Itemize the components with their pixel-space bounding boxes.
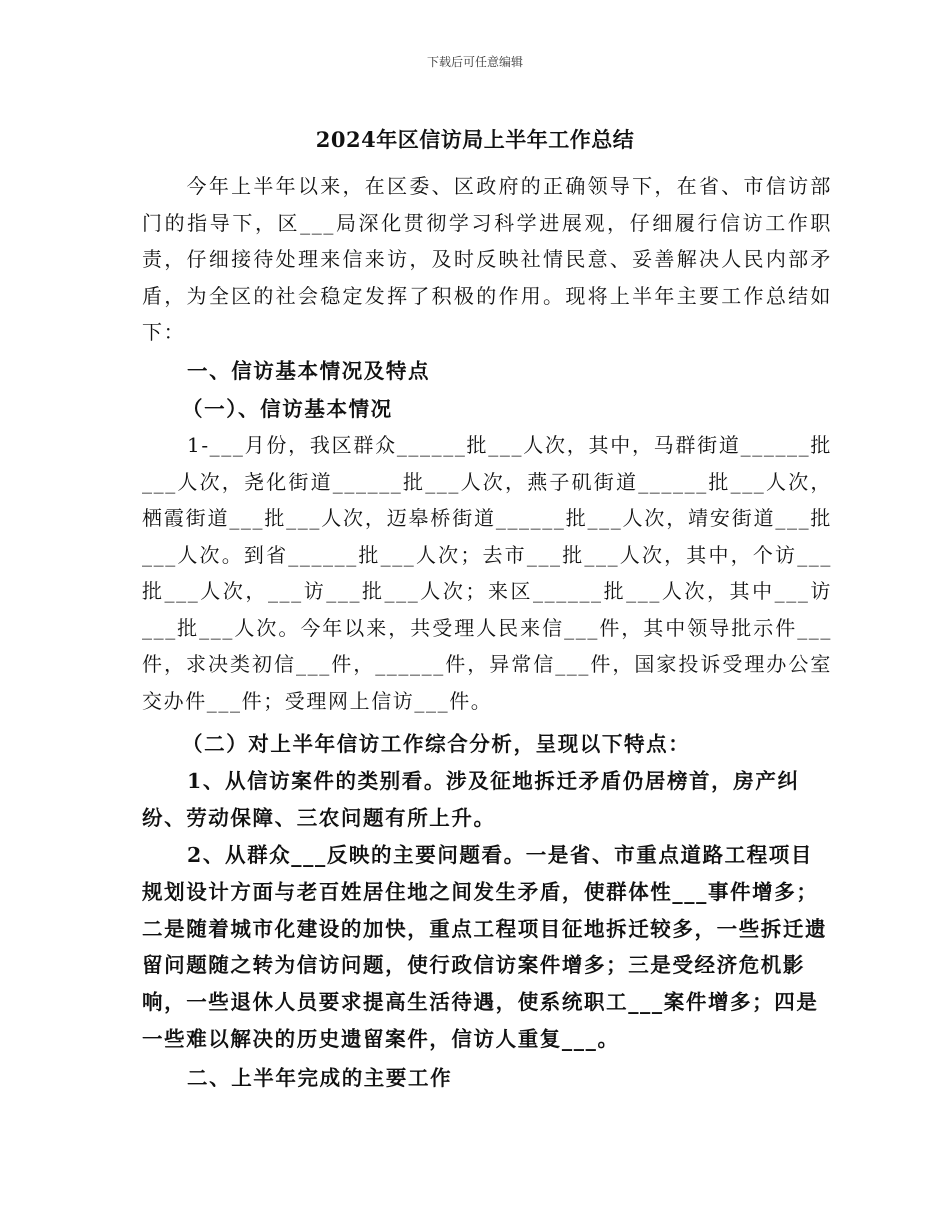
subsection-2-heading: （二）对上半年信访工作综合分析，呈现以下特点： xyxy=(182,732,691,756)
point-1-text: 1、从信访案件的类别看。涉及征地拆迁矛盾仍居榜首，房产纠纷、劳动保障、三农问题有所上升。 xyxy=(142,769,800,830)
point-2-text: 2、从群众___反映的主要问题看。一是省、市重点道路工程项目规划设计方面与老百姓居住地之间发生矛盾，使群体性___事件增多；二是随着城市化建设的加快，重点工程项目征地拆迁较多，一些拆迁遗留问题随之转为信访问题，使行政信访案件增多；三是受经济危机影响，一些退休人员要求提高生活待遇，使系统职工___案件增多；四是一些难以解决的历史遗留案件，信访人重复___。 xyxy=(142,843,828,1051)
section-2-heading-block xyxy=(142,1060,832,1097)
section-2-heading: 二、上半年完成的主要工作 xyxy=(187,1066,453,1090)
subsection-1-body xyxy=(142,427,832,719)
subsection-1-heading: （一）、信访基本情况 xyxy=(182,397,393,421)
page-header: 下载后可任意编辑 xyxy=(426,55,523,69)
point-1-block xyxy=(142,763,832,837)
intro-paragraph xyxy=(142,168,832,351)
section-1-heading-block xyxy=(142,353,832,390)
point-2-block xyxy=(142,837,832,1058)
subsection-1-text: 1-___月份，我区群众______批___人次，其中，马群街道______批___人次，尧化街道______批___人次，燕子矶街道______批___人次，栖霞街道___批___人次，迈皋桥街道______批___人次，靖安街道___批___人次。到省______批___人次；去市___批___人次，其中，个访___批___人次，___访___批___人次；来区______批___人次，其中___访___批___人次。今年以来，共受理人民来信___件，其中领导批示件___件，求决类初信___件，______件，异常信___件，国家投诉受理办公室交办件___件；受理网上信访___件。 xyxy=(142,433,832,713)
document-title: 2024年区信访局上半年工作总结 xyxy=(315,127,635,152)
intro-text: 今年上半年以来，在区委、区政府的正确领导下，在省、市信访部门的指导下，区___局深化贯彻学习科学进展观，仔细履行信访工作职责，仔细接待处理来信来访，及时反映社情民意、妥善解决人民内部矛盾，为全区的社会稳定发挥了积极的作用。现将上半年主要工作总结如下： xyxy=(142,174,832,344)
subsection-2-heading-block xyxy=(142,726,832,763)
section-1-heading: 一、信访基本情况及特点 xyxy=(187,359,431,383)
subsection-1-heading-block xyxy=(142,391,832,428)
